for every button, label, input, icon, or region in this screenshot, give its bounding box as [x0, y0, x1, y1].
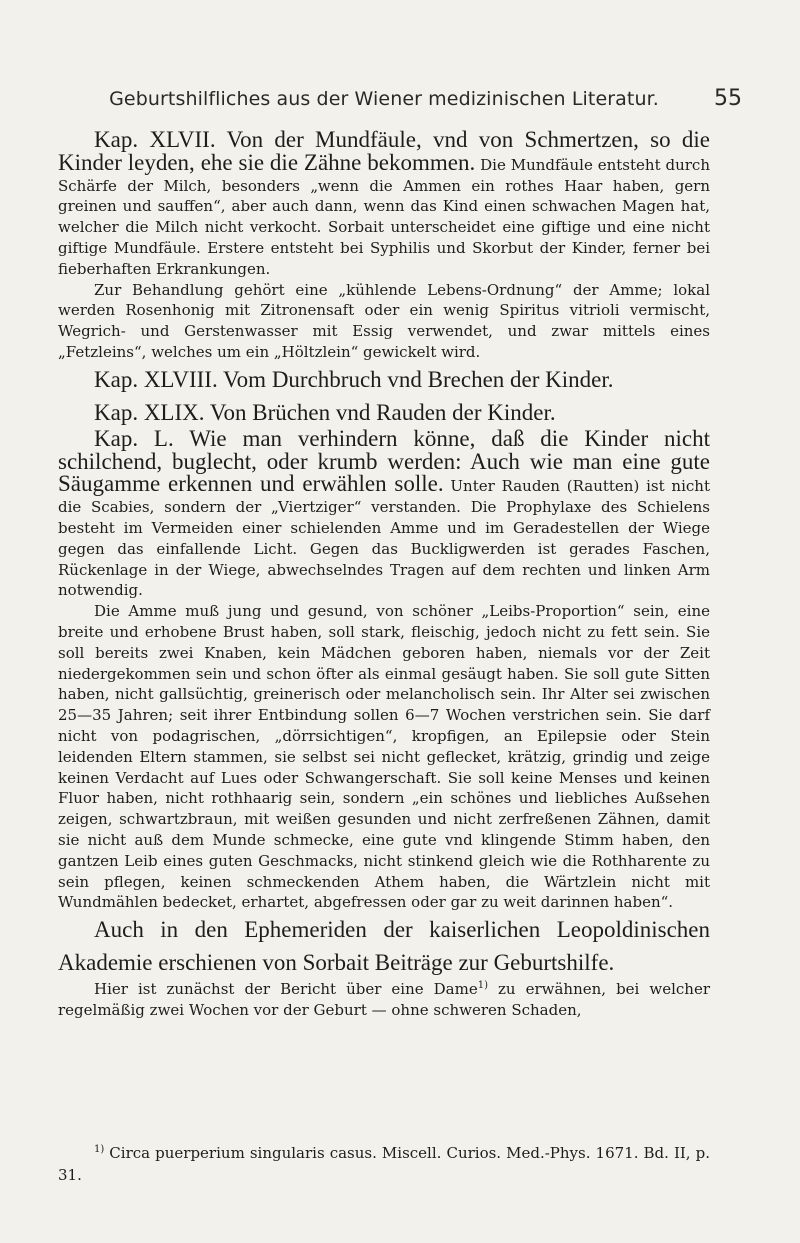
section-text-end: zu erwähnen, bei welcher regelmäßig zwei Wochen vor der Geburt — ohne schweren Schaden,: [58, 980, 710, 1019]
footnote-reference[interactable]: 1): [477, 980, 488, 992]
chapter-50-paragraph: [58, 425, 710, 601]
chapter-49-heading: Kap. XLIX. Von Brüchen vnd Rauden der Kinder.: [94, 399, 556, 425]
chapter-48-heading: Kap. XLVIII. Vom Durchbruch vnd Brechen der Kinder.: [94, 366, 614, 392]
chapter-50-text: Unter Rauden (Rautten) ist nicht die Scabies, sondern der „Viertziger“ verstanden. Die Prophylaxe des Schielens besteht im Vermeiden einer schielenden Amme und im Geradestellen der Wiege gegen das einfallende Licht. Gegen das Buckligwerden ist gerades Faschen, Rückenlage in der Wiege, abwechselndes Tragen auf dem rechten und linken Arm notwendig.: [58, 477, 710, 600]
section-text-start: Hier ist zunächst der Bericht über eine Dame: [94, 980, 478, 999]
footnote-area: [58, 1142, 710, 1186]
chapter-50-heading: Kap. L. Wie man verhindern könne, daß die Kinder nicht schilchend, buglecht, oder krumb werden: Auch wie man eine gute Säugamme erkennen und erwählen solle.: [58, 425, 710, 497]
chapter-50-paragraph-2: Die Amme muß jung und gesund, von schöner „Leibs-Proportion“ sein, eine breite und erhobene Brust haben, soll stark, fleischig, jedoch nicht zu fett sein. Sie soll bereits zwei Knaben, kein Mädchen geboren haben, niemals vor der Zeit niedergekommen sein und schon öfter als einmal gesäugt haben. Sie soll gute Sitten haben, nicht gallsüchtig, greinerisch oder melancholisch sein. Ihr Alter sei zwischen 25—35 Jahren; seit ihrer Entbindung sollen 6—7 Wochen verstrichen sein. Sie darf nicht von podagrischen, „dörrsichtigen“, kropfigen, an Epilepsie oder Stein leidenden Eltern stammen, sie selbst sei nicht geflecket, krätzig, grindig und zeige keinen Verdacht auf Lues oder Schwangerschaft. Sie soll keine Menses und keinen Fluor haben, nicht rothhaarig sein, sondern „ein schönes und liebliches Außsehen zeigen, schwartzbraun, mit weißen gesunden und nicht zerfreßenen Zähnen, damit sie nicht auß dem Munde schmecke, eine gute vnd klingende Stimm haben, den gantzen Leib eines guten Geschmacks, nicht stinkend gleich wie die Rothharente zu sein pflegen, keinen schmeckenden Athem haben, die Wärtzlein nicht mit Wundmählen bedecket, erhartet, abgefressen oder gar zu weit darinnen haben“.: [58, 602, 710, 912]
chapter-47-heading: Kap. XLVII. Von der Mundfäule, vnd von Schmertzen, so die Kinder leyden, ehe sie die Zähne bekommen.: [58, 127, 710, 175]
running-head: [58, 86, 742, 111]
chapter-47-paragraph-2: Zur Behandlung gehört eine „kühlende Lebens-Ordnung“ der Amme; lokal werden Rosenhonig mit Zitronensaft oder ein wenig Spiritus vitrioli vermischt, Wegrich- und Gerstenwasser mit Essig verwendet, und zwar mittels eines „Fetzleins“, welches um ein „Höltzlein“ gewickelt wird.: [58, 280, 710, 361]
chapter-47-paragraph: [58, 127, 710, 280]
running-title: Geburtshilfliches aus der Wiener medizinischen Literatur.: [109, 88, 659, 110]
section-paragraph: [58, 979, 710, 1021]
main-text: [58, 127, 710, 1021]
footnote-text: Circa puerperium singularis casus. Miscell. Curios. Med.-Phys. 1671. Bd. II, p. 31.: [58, 1144, 710, 1184]
footnote-marker: 1): [94, 1144, 105, 1155]
chapter-47-text: Die Mundfäule entsteht durch Schärfe der Milch, besonders „wenn die Ammen ein rothes Haar haben, gern greinen und sauffen“, aber auch dann, wenn das Kind einen schwachen Magen hat, welcher die Milch nicht verkocht. Sorbait unterscheidet eine giftige und eine nicht giftige Mundfäule. Erstere entsteht bei Syphilis und Skorbut der Kinder, ferner bei fieberhaften Erkrankungen.: [58, 155, 710, 278]
page-number: 55: [714, 86, 742, 111]
section-heading: Auch in den Ephemeriden der kaiserlichen Leopoldinischen Akademie erschienen von Sorbait Beiträge zur Geburtshilfe.: [58, 917, 710, 976]
footnote: [58, 1142, 710, 1186]
